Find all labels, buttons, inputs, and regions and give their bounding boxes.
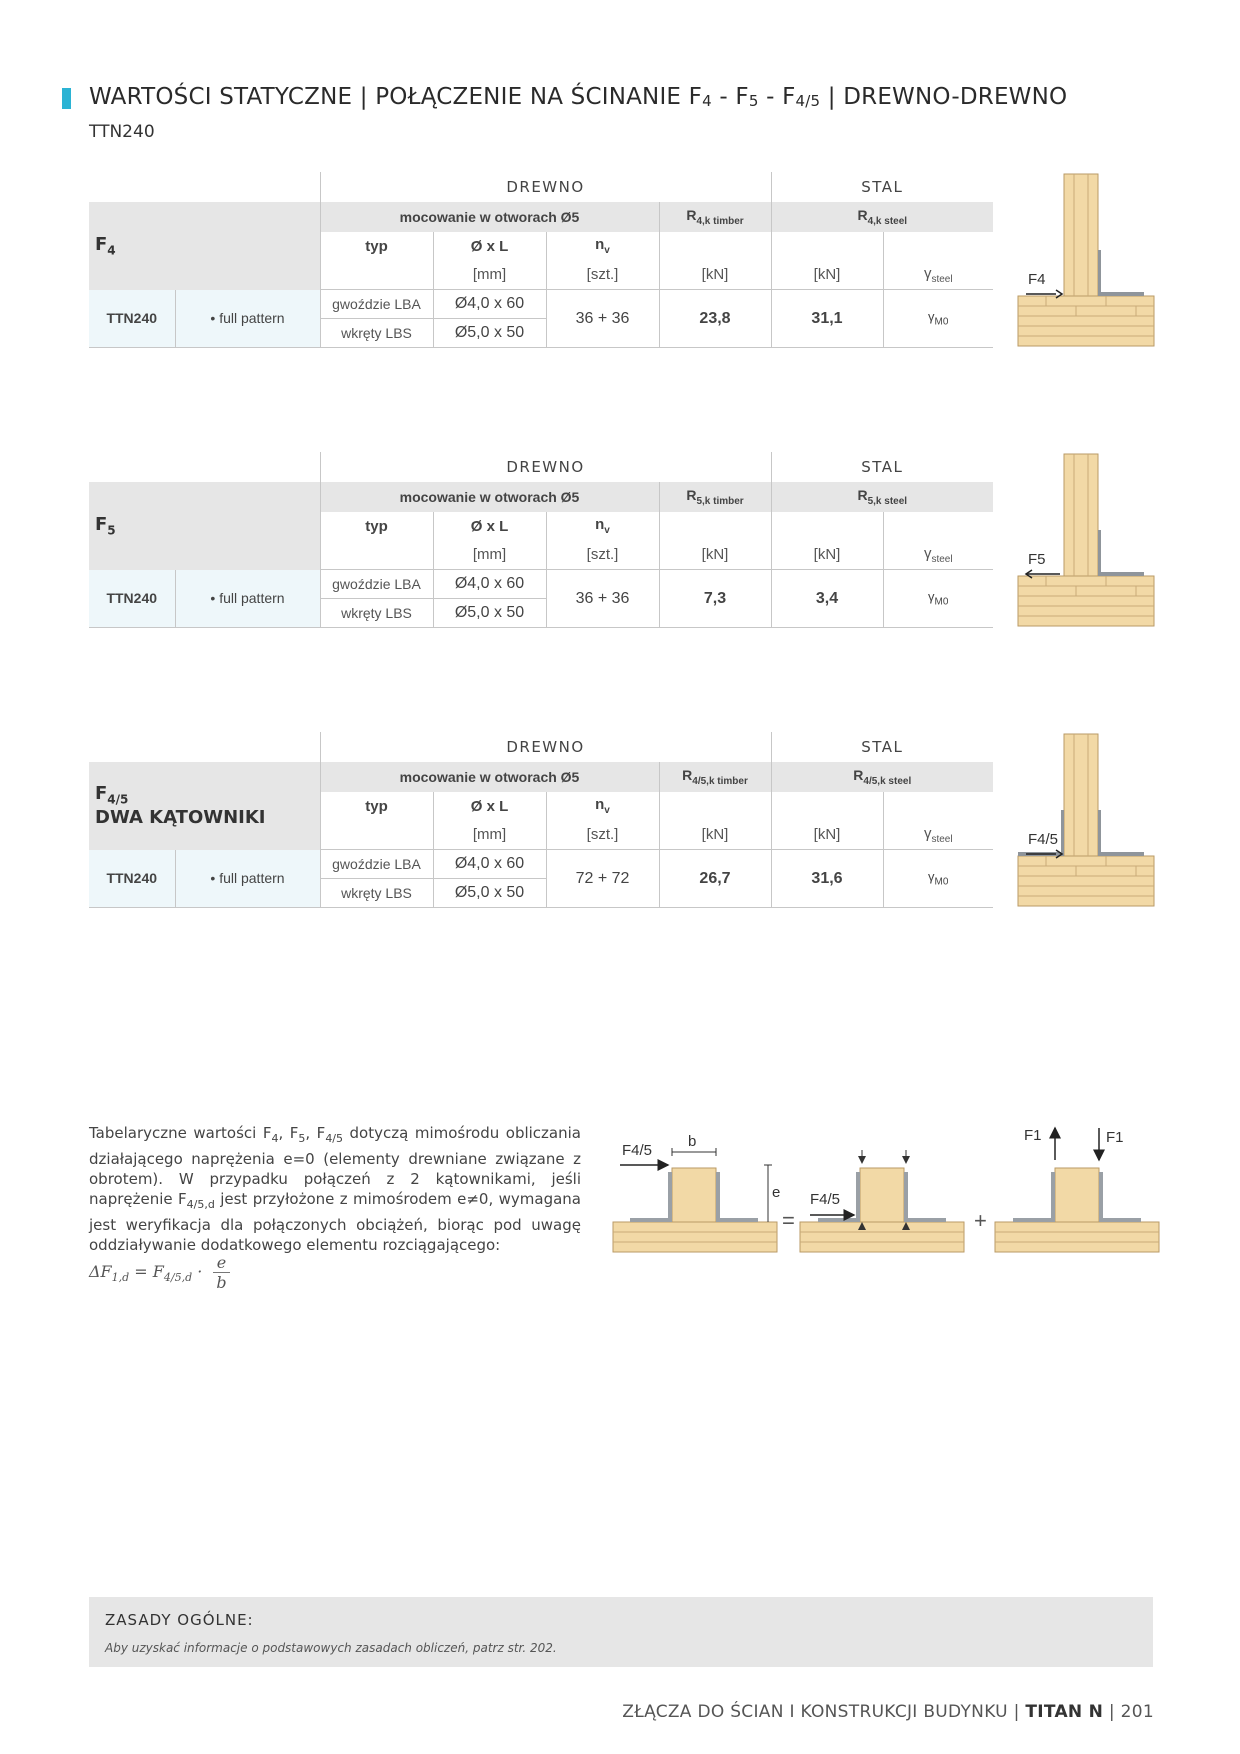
static-values-table (89, 452, 993, 628)
fastening-header: mocowanie w otworach Ø5 (320, 482, 659, 512)
label-f1-a: F1 (1024, 1127, 1042, 1144)
fastener-type: gwoździe LBA (320, 290, 433, 319)
timber-value: 7,3 (659, 570, 771, 628)
fastener-type: gwoździe LBA (320, 570, 433, 599)
fraction: $\frac{e}{b}$ (213, 1253, 229, 1292)
fastener-type: wkręty LBS (320, 599, 433, 628)
nv-value: 72 + 72 (546, 850, 659, 908)
nv-header: $n_v$ (546, 792, 659, 820)
oxl-header: Ø x L (433, 232, 546, 260)
r-steel-header: $R_{4/5,k steel}$ (771, 762, 993, 792)
title-accent-bar (62, 88, 71, 109)
gamma-steel-header: $\gamma_{steel}$ (883, 820, 993, 850)
page-title: WARTOŚCI STATYCZNE | POŁĄCZENIE NA ŚCINANIE $F_4 - F_5 - F_{4/5}$ | DREWNO-DREWNO (89, 84, 1068, 110)
kn-unit: [kN] (659, 260, 771, 290)
wall-timber (1064, 454, 1098, 576)
diagram-part-1 (613, 1133, 780, 1252)
r-timber-header: $R_{5,k timber}$ (659, 482, 771, 512)
nv-header: $n_v$ (546, 512, 659, 540)
page-subtitle: TTN240 (89, 122, 155, 142)
force-label: F5 (1028, 551, 1046, 568)
force-label: F4 (1028, 271, 1046, 288)
base-timber (1018, 856, 1154, 906)
diagram-part-2 (800, 1150, 964, 1252)
steel-value: 31,1 (771, 290, 883, 348)
r-steel-header: $R_{4,k steel}$ (771, 202, 993, 232)
force-name: $F_5$ (89, 482, 320, 570)
fastening-header: mocowanie w otworach Ø5 (320, 202, 659, 232)
label-f45-b: F4/5 (810, 1191, 841, 1208)
wall-timber (1064, 174, 1098, 296)
fastener-dim: Ø5,0 x 50 (433, 319, 546, 348)
product-name: TTN240 (89, 290, 175, 348)
kn-unit: [kN] (771, 820, 883, 850)
plus-sign: + (974, 1208, 987, 1233)
force-label: F4/5 (1028, 831, 1059, 848)
stal-header: STAL (771, 732, 993, 762)
fastener-dim: Ø5,0 x 50 (433, 879, 546, 908)
force-name: $F_4$ (89, 202, 320, 290)
kn-unit: [kN] (659, 820, 771, 850)
label-b: b (688, 1133, 697, 1150)
f45-diagram (1016, 732, 1156, 912)
static-values-table (89, 732, 993, 908)
typ-header: typ (320, 512, 433, 540)
formula: $\Delta F_{1,d} = F_{4/5,d}$ · $\frac{e}{b}$ (89, 1253, 230, 1292)
general-rules-title: ZASADY OGÓLNE: (105, 1611, 254, 1629)
steel-value: 31,6 (771, 850, 883, 908)
label-f45-a: F4/5 (622, 1142, 653, 1159)
stal-header: STAL (771, 172, 993, 202)
kn-unit: [kN] (771, 260, 883, 290)
fastener-type: wkręty LBS (320, 879, 433, 908)
fastener-type: wkręty LBS (320, 319, 433, 348)
base-timber (1018, 296, 1154, 346)
mm-unit: [mm] (433, 540, 546, 570)
r-steel-header: $R_{5,k steel}$ (771, 482, 993, 512)
timber-value: 23,8 (659, 290, 771, 348)
szt-unit: [szt.] (546, 260, 659, 290)
nv-header: $n_v$ (546, 232, 659, 260)
eccentricity-diagram (610, 1120, 1170, 1280)
szt-unit: [szt.] (546, 820, 659, 850)
typ-header: typ (320, 232, 433, 260)
angle-bracket (1098, 250, 1144, 296)
gamma-steel-header: $\gamma_{steel}$ (883, 540, 993, 570)
fastener-dim: Ø4,0 x 60 (433, 570, 546, 599)
label-e: e (772, 1184, 781, 1201)
fastening-header: mocowanie w otworach Ø5 (320, 762, 659, 792)
product-name: TTN240 (89, 850, 175, 908)
pattern-label: • full pattern (175, 850, 320, 908)
general-rules-box (89, 1597, 1153, 1667)
drewno-header: DREWNO (320, 452, 771, 482)
gamma-m0: $\gamma_{M0}$ (883, 570, 993, 628)
pattern-label: • full pattern (175, 570, 320, 628)
pattern-label: • full pattern (175, 290, 320, 348)
gamma-steel-header: $\gamma_{steel}$ (883, 260, 993, 290)
nv-value: 36 + 36 (546, 570, 659, 628)
f5-diagram (1016, 452, 1156, 632)
gamma-m0: $\gamma_{M0}$ (883, 290, 993, 348)
timber-value: 26,7 (659, 850, 771, 908)
page-footer: ZŁĄCZA DO ŚCIAN I KONSTRUKCJI BUDYNKU | TITAN N | 201 (622, 1702, 1154, 1722)
base-timber (1018, 576, 1154, 626)
angle-bracket (1098, 530, 1144, 576)
mm-unit: [mm] (433, 820, 546, 850)
static-values-table (89, 172, 993, 348)
fastener-dim: Ø4,0 x 60 (433, 850, 546, 879)
r-timber-header: $R_{4,k timber}$ (659, 202, 771, 232)
drewno-header: DREWNO (320, 172, 771, 202)
r-timber-header: $R_{4/5,k timber}$ (659, 762, 771, 792)
steel-value: 3,4 (771, 570, 883, 628)
oxl-header: Ø x L (433, 512, 546, 540)
force-name: $F_{4/5}$ DWA KĄTOWNIKI (89, 762, 320, 850)
nv-value: 36 + 36 (546, 290, 659, 348)
equals-sign: = (782, 1208, 795, 1233)
kn-unit: [kN] (659, 540, 771, 570)
fastener-dim: Ø4,0 x 60 (433, 290, 546, 319)
product-name: TTN240 (89, 570, 175, 628)
typ-header: typ (320, 792, 433, 820)
fastener-dim: Ø5,0 x 50 (433, 599, 546, 628)
fastener-type: gwoździe LBA (320, 850, 433, 879)
wall-timber (1064, 734, 1098, 856)
stal-header: STAL (771, 452, 993, 482)
kn-unit: [kN] (771, 540, 883, 570)
drewno-header: DREWNO (320, 732, 771, 762)
gamma-m0: $\gamma_{M0}$ (883, 850, 993, 908)
eccentricity-note: Tabelaryczne wartości $F_4$, $F_5$, $F_{4/5}$ dotyczą mimośrodu obliczania działającego naprężenia e=0 (elementy drewniane związane z obrotem). W przypadku połączeń z 2 kątownikami, jeśli naprężenie $F_{4/5,d}$ jest przyłożone z mimośrodem e≠0, wymagana jest weryfikacja dla połączonych obciążeń, biorąc pod uwagę oddziaływanie dodatkowego elementu rozciągającego: (89, 1124, 581, 1254)
mm-unit: [mm] (433, 260, 546, 290)
angle-bracket (1098, 810, 1144, 856)
diagram-part-3 (995, 1127, 1159, 1252)
f4-diagram (1016, 172, 1156, 352)
oxl-header: Ø x L (433, 792, 546, 820)
general-rules-text: Aby uzyskać informacje o podstawowych zasadach obliczeń, patrz str. 202. (105, 1641, 557, 1655)
szt-unit: [szt.] (546, 540, 659, 570)
label-f1-b: F1 (1106, 1129, 1124, 1146)
